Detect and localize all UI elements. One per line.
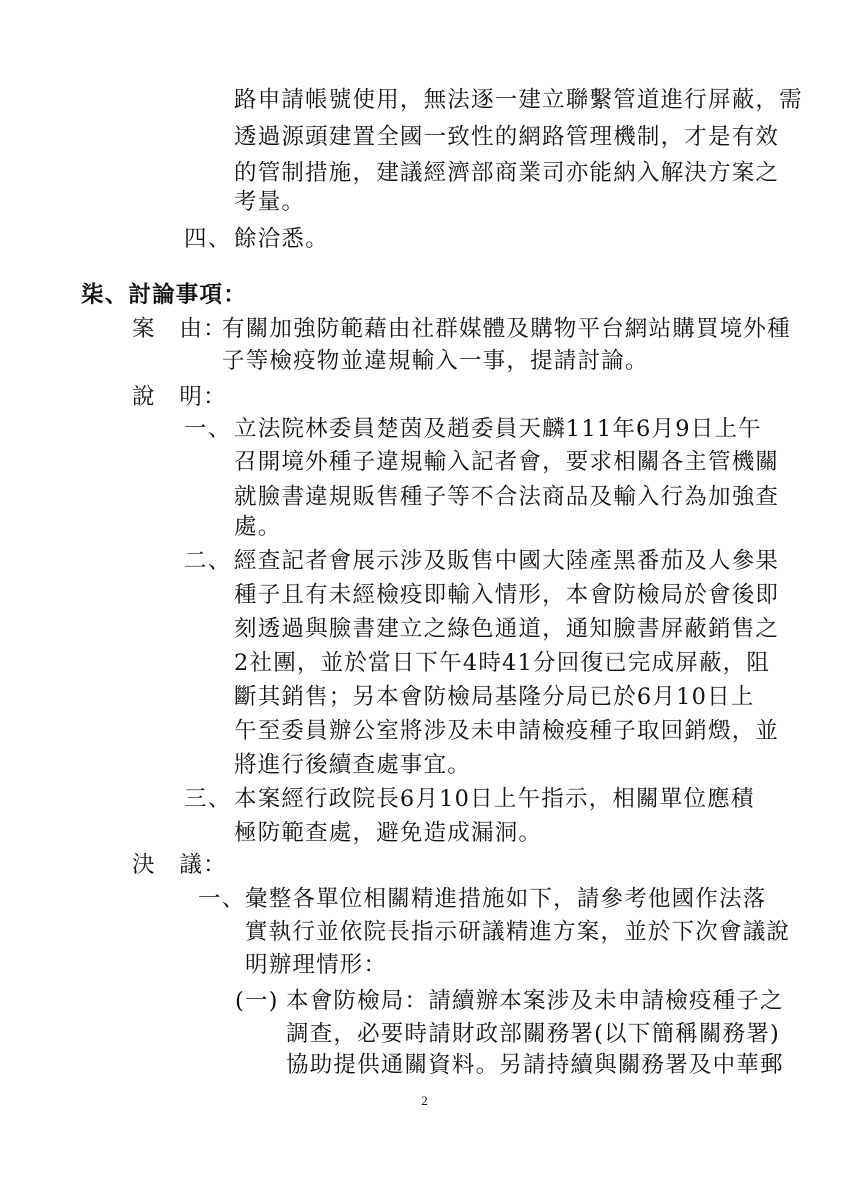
case-line: 子等檢疫物並違規輸入一事，提請討論。 [222,348,649,374]
case-line: 有關加強防範藉由社群媒體及購物平台網站購買境外種 [222,316,791,342]
resolution-item-line: 彙整各單位相關精進措施如下，請參考他國作法落 [245,886,767,912]
resolution-item-line: 實執行並依院長指示研議精進方案，並於下次會議說 [245,919,791,945]
explanation-item-line: 刻透過與臉書建立之綠色通道，通知臉書屏蔽銷售之 [234,616,780,642]
explanation-item-line: 極防範查處，避免造成漏洞。 [234,820,543,846]
explanation-item-line: 將進行後續查處事宜。 [234,752,472,778]
resolution-sub-line: 協助提供通關資料。另請持續與關務署及中華郵 [286,1052,784,1078]
resolution-item-line: 明辦理情形： [245,952,388,978]
explanation-item-line: 立法院林委員楚茵及趙委員天麟111年6月9日上午 [234,416,762,442]
resolution-item-number: 一、 [198,886,246,912]
explanation-label: 說 明： [132,384,227,410]
continuation-line: 透過源頭建置全國一致性的網路管理機制，才是有效 [234,124,780,150]
explanation-item-number: 一、 [184,416,232,442]
explanation-item-line: 召開境外種子違規輸入記者會，要求相關各主管機關 [234,449,780,475]
continuation-line: 考量。 [234,189,306,215]
continuation-line: 的管制措施，建議經濟部商業司亦能納入解決方案之 [234,160,780,186]
resolution-sub-line: 調查，必要時請財政部關務署(以下簡稱關務署) [286,1021,780,1047]
explanation-item-line: 處。 [234,514,282,540]
item-four-text: 餘洽悉。 [234,226,329,252]
explanation-item-line: 午至委員辦公室將涉及未申請檢疫種子取回銷燬，並 [234,718,780,744]
explanation-item-line: 斷其銷售；另本會防檢局基隆分局已於6月10日上 [234,684,755,710]
page-number: 2 [421,1093,428,1108]
resolution-sub-line: 本會防檢局：請續辦本案涉及未申請檢疫種子之 [286,988,784,1014]
explanation-item-line: 本案經行政院長6月10日上午指示，相關單位應積 [234,786,755,812]
explanation-item-number: 三、 [184,786,232,812]
resolution-sub-number: (一) [235,988,279,1014]
explanation-item-line: 就臉書違規販售種子等不合法商品及輸入行為加強查 [234,484,780,510]
explanation-item-line: 種子且有未經檢疫即輸入情形，本會防檢局於會後即 [234,582,780,608]
item-four-number: 四、 [184,226,232,252]
section-heading: 柒、討論事項： [81,282,247,308]
case-label: 案 由： [132,316,227,342]
continuation-line: 路申請帳號使用，無法逐一建立聯繫管道進行屏蔽，需 [234,87,803,113]
explanation-item-line: 經查記者會展示涉及販售中國大陸產黑番茄及人參果 [234,548,780,574]
resolution-label: 決 議： [132,852,227,878]
explanation-item-line: 2社團，並於當日下午4時41分回復已完成屏蔽，阻 [234,650,771,676]
explanation-item-number: 二、 [184,548,232,574]
